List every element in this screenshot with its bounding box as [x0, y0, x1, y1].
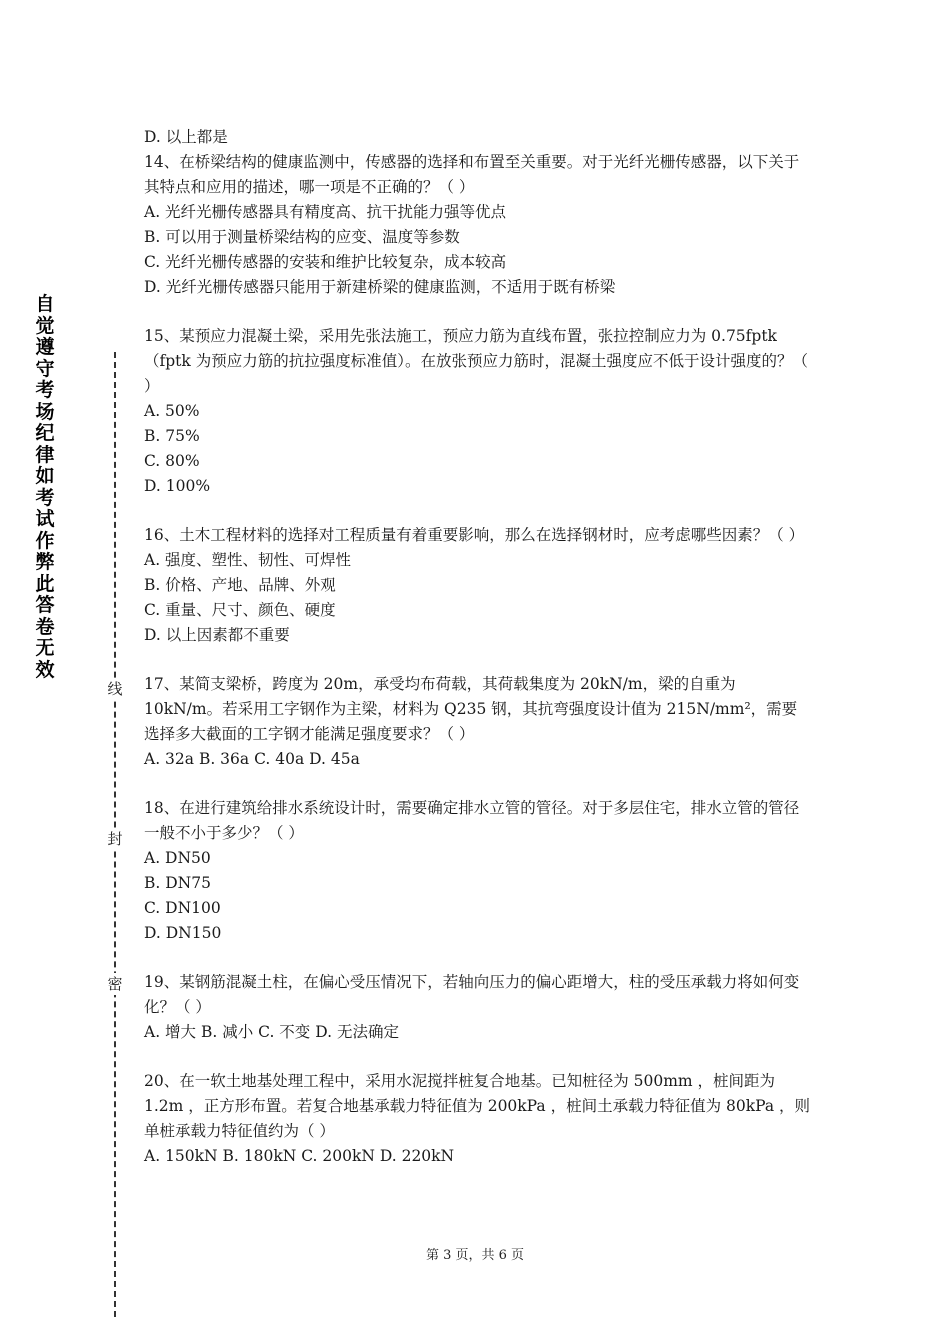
warning-char: 遵: [35, 336, 55, 358]
option-a: A. 光纤光栅传感器具有精度高、抗干扰能力强等优点: [144, 203, 507, 221]
option-b: B. DN75: [144, 874, 211, 892]
warning-char: 答: [35, 594, 55, 616]
question-text: 16、土木工程材料的选择对工程质量有着重要影响，那么在选择钢材时，应考虑哪些因素？（ ）: [144, 526, 805, 544]
option-a: A. DN50: [144, 849, 211, 867]
option-c: C. 重量、尺寸、颜色、硬度: [144, 601, 336, 619]
option-d: D. DN150: [144, 924, 222, 942]
warning-char: 觉: [35, 314, 55, 337]
question-17: [144, 672, 812, 772]
warning-char: 自: [35, 293, 55, 315]
warning-char: 场: [35, 400, 55, 423]
question-15: [144, 324, 812, 499]
question-text: 19、某钢筋混凝土柱，在偏心受压情况下，若轴向压力的偏心距增大，柱的受压承载力将如何变化？（ ）: [144, 973, 800, 1016]
question-20: [144, 1069, 812, 1169]
warning-char: 如: [35, 465, 55, 487]
warning-char: 律: [35, 443, 55, 466]
option-d: D. 100%: [144, 477, 211, 495]
warning-char: 效: [35, 658, 55, 681]
option-d: D. 光纤光栅传感器只能用于新建桥梁的健康监测，不适用于既有桥梁: [144, 278, 616, 296]
question-text: 18、在进行建筑给排水系统设计时，需要确定排水立管的管径。对于多层住宅，排水立管的管径一般不小于多少？（ ）: [144, 799, 800, 842]
warning-char: 考: [35, 379, 55, 401]
options-inline: A. 32a B. 36a C. 40a D. 45a: [144, 750, 360, 768]
page-number: 第 3 页，共 6 页: [425, 1248, 525, 1263]
question-text: 15、某预应力混凝土梁，采用先张法施工，预应力筋为直线布置，张拉控制应力为 0.75fptk（fptk 为预应力筋的抗拉强度标准值）。在放张预应力筋时，混凝土强度应不低于设计强度的？（ ）: [144, 327, 808, 395]
warning-char: 守: [35, 357, 55, 380]
option-a: A. 50%: [144, 402, 200, 420]
warning-char: 考: [35, 486, 55, 509]
question-text: 20、在一软土地基处理工程中，采用水泥搅拌桩复合地基。已知桩径为 500mm ，桩间距为 1.2m ，正方形布置。若复合地基承载力特征值为 200kPa ，桩间土承载力特征值为 80kPa ，则单桩承载力特征值约为（ ）: [144, 1072, 811, 1140]
warning-char: 卷: [35, 615, 55, 638]
warning-char: 作: [35, 529, 55, 552]
cut-mark-line: 线: [104, 678, 126, 700]
warning-char: 弊: [35, 551, 55, 573]
question-14: [144, 150, 812, 300]
question-list: [144, 125, 812, 1193]
option-c: C. DN100: [144, 899, 221, 917]
option-c: C. 80%: [144, 452, 200, 470]
warning-char: 无: [35, 637, 55, 659]
question-text: 17、某简支梁桥，跨度为 20m，承受均布荷载，其荷载集度为 20kN/m，梁的自重为 10kN/m。若采用工字钢作为主梁，材料为 Q235 钢，其抗弯强度设计值为 215N/mm²，需要选择多大截面的工字钢才能满足强度要求？（ ）: [144, 675, 798, 743]
option-b: B. 价格、产地、品牌、外观: [144, 576, 336, 594]
option-a: A. 强度、塑性、韧性、可焊性: [144, 551, 352, 569]
option-c: C. 光纤光栅传感器的安装和维护比较复杂，成本较高: [144, 253, 507, 271]
cut-mark-seal: 封: [104, 828, 126, 850]
cut-mark-secret: 密: [104, 973, 126, 995]
question-18: [144, 796, 812, 946]
warning-char: 此: [35, 572, 55, 595]
question-text: 14、在桥梁结构的健康监测中，传感器的选择和布置至关重要。对于光纤光栅传感器，以下关于其特点和应用的描述，哪一项是不正确的？（ ）: [144, 153, 800, 196]
option-b: B. 75%: [144, 427, 200, 445]
previous-question-option-d: D. 以上都是: [144, 128, 228, 146]
exam-discipline-warning: [30, 294, 60, 681]
option-b: B. 可以用于测量桥梁结构的应变、温度等参数: [144, 228, 460, 246]
question-16: [144, 523, 812, 648]
question-19: [144, 970, 812, 1045]
options-inline: A. 增大 B. 减小 C. 不变 D. 无法确定: [144, 1023, 399, 1041]
warning-char: 纪: [35, 422, 55, 444]
options-inline: A. 150kN B. 180kN C. 200kN D. 220kN: [144, 1147, 455, 1165]
option-d: D. 以上因素都不重要: [144, 626, 290, 644]
warning-char: 试: [35, 508, 55, 530]
